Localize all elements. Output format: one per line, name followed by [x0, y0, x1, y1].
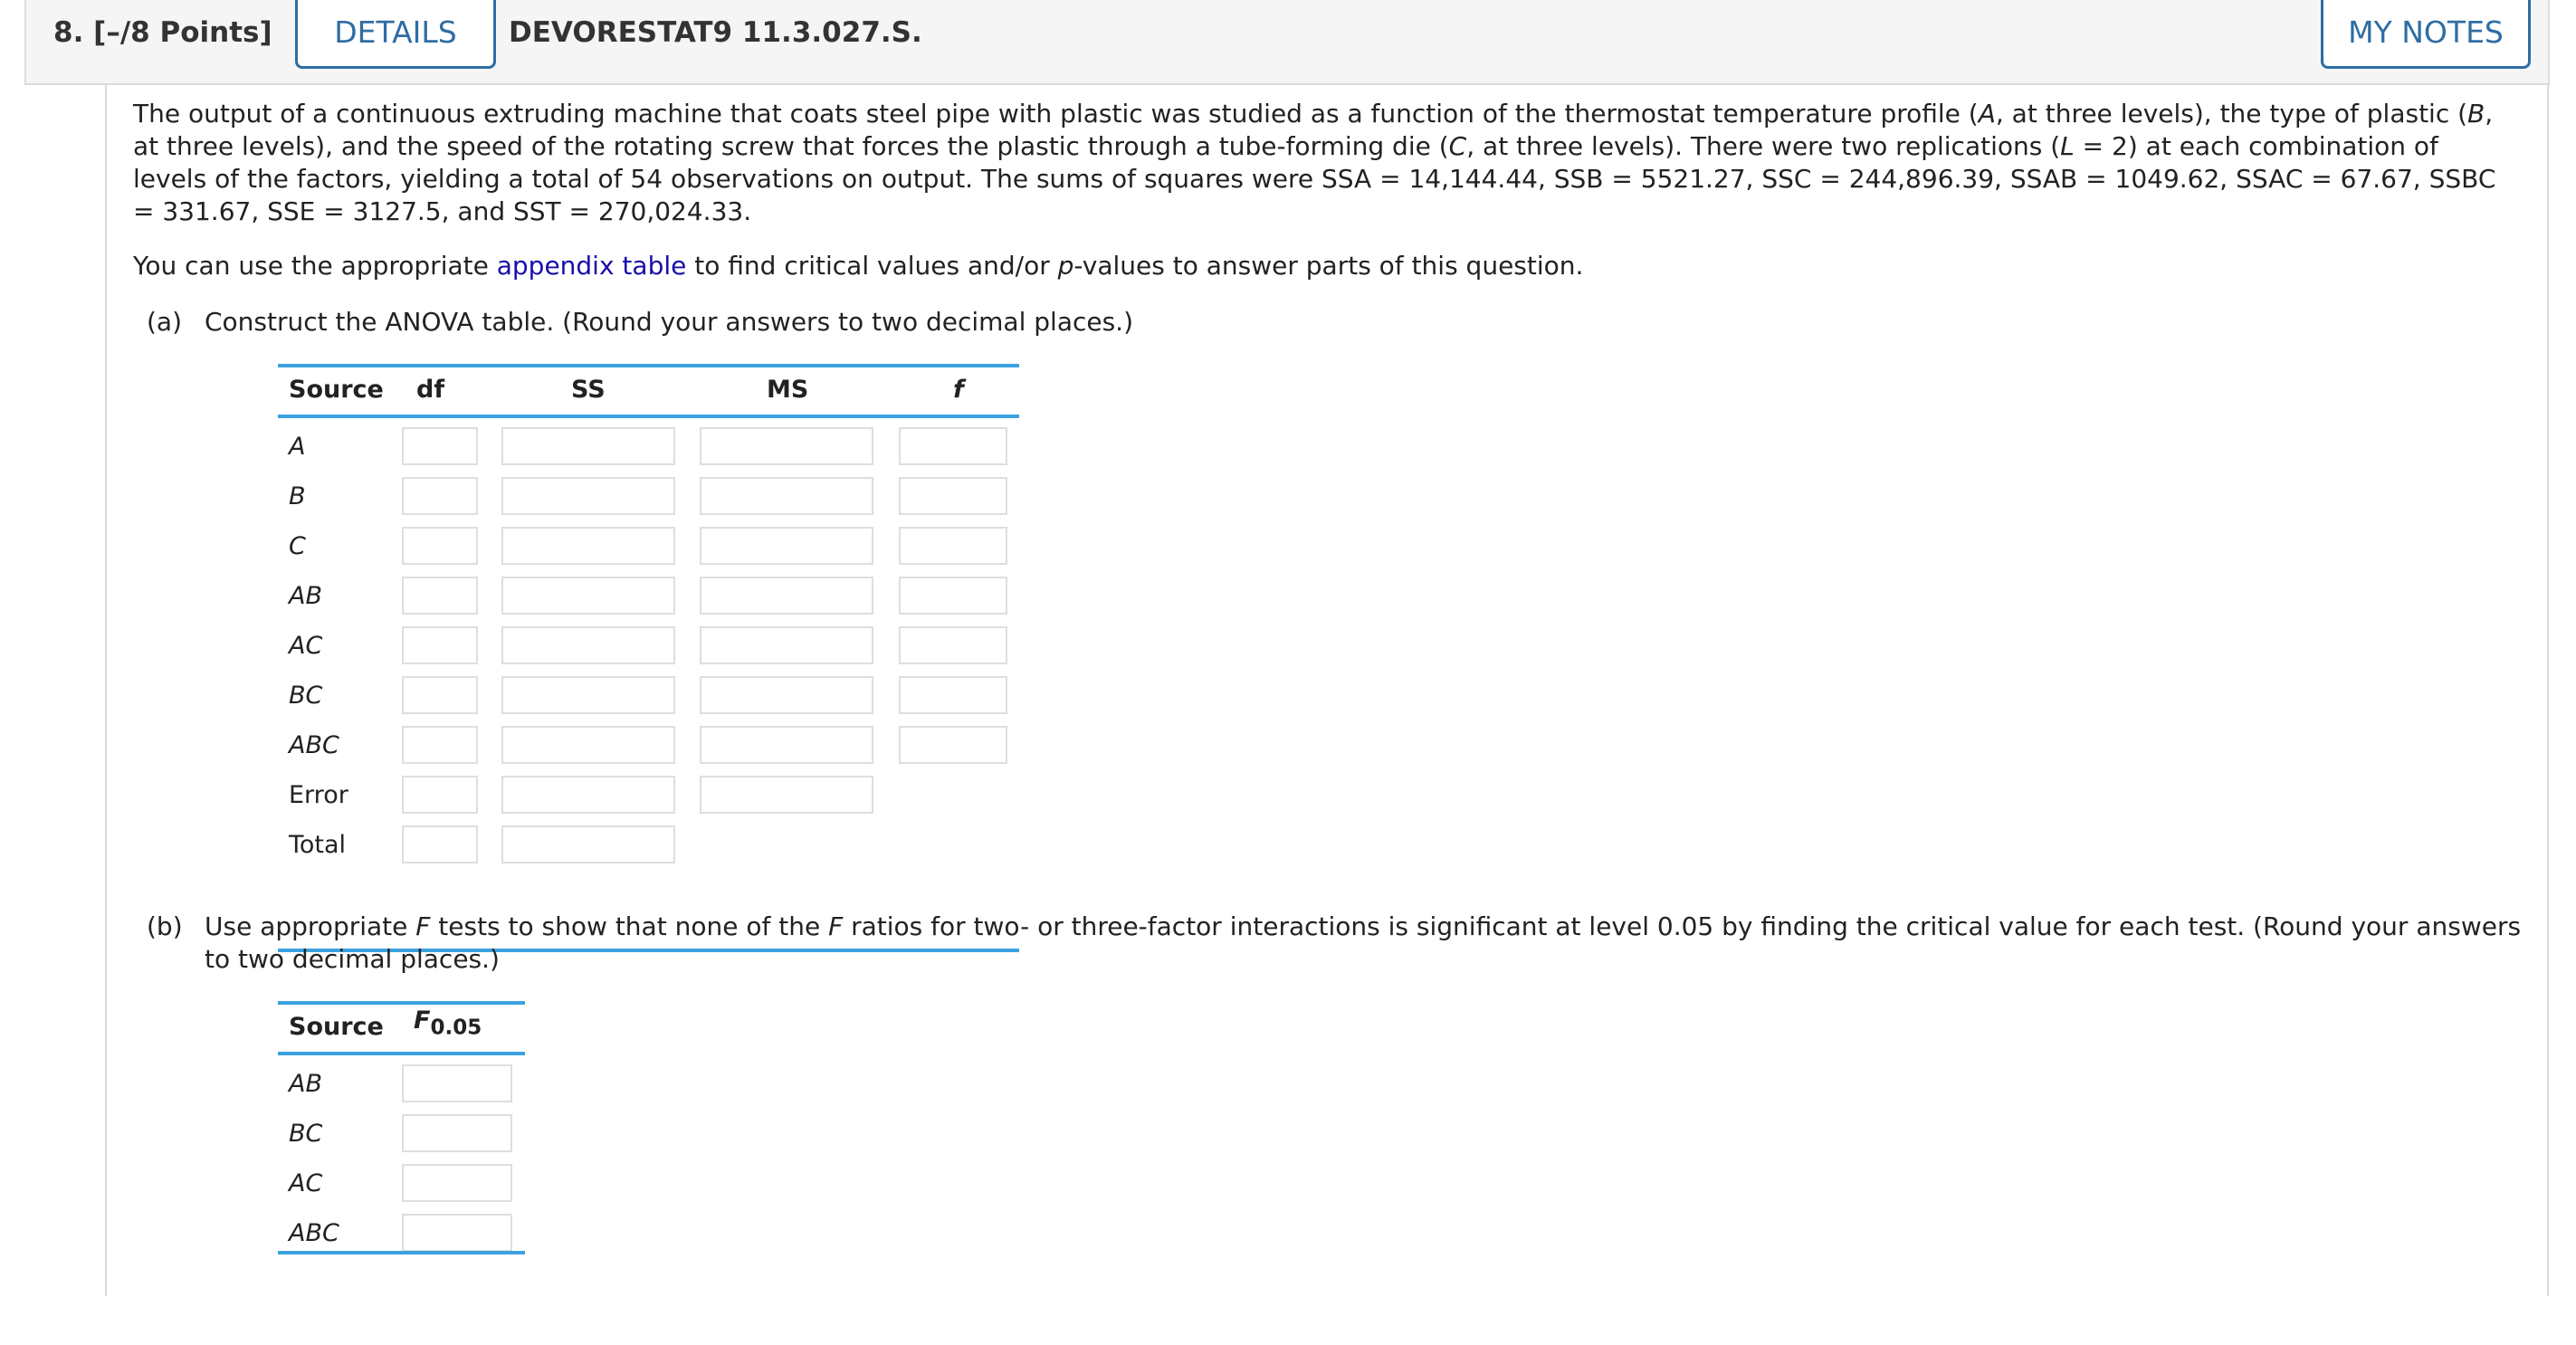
- ac-f-critical-input[interactable]: [402, 1164, 512, 1202]
- appendix-note: You can use the appropriate appendix table to find critical values and/or p-values to answer parts of this question.: [133, 251, 1584, 281]
- ab-df-input[interactable]: [402, 577, 478, 615]
- header-ss: SS: [571, 376, 606, 404]
- part-b-prompt: [147, 911, 2536, 983]
- row-label-error: Error: [289, 781, 348, 809]
- header-source: Source: [289, 1013, 384, 1041]
- appendix-table-link[interactable]: appendix table: [496, 251, 687, 281]
- details-button[interactable]: DETAILS: [295, 0, 496, 69]
- a-ss-input[interactable]: [501, 427, 675, 465]
- problem-statement: The output of a continuous extruding machine that coats steel pipe with plastic was studied as a function of the thermostat temperature profile (A, at three levels), the type of plastic (B, at three levels), and the speed of the rotating screw that forces the plastic through a tube-forming die (C, at three levels). There were two replications (L = 2) at each combination of levels of the factors, yielding a total of 54 observations on output. The sums of squares were SSA = 14,144.44, SSB = 5521.27, SSC = 244,896.39, SSAB = 1049.62, SSAC = 67.67, SSBC = 331.67, SSE = 3127.5, and SST = 270,024.33.: [133, 99, 2496, 226]
- row-label-a: A: [289, 433, 306, 461]
- row-label-abc: ABC: [289, 1219, 339, 1247]
- row-label-ab: AB: [289, 1070, 322, 1098]
- question-header: [24, 0, 2550, 85]
- my-notes-button[interactable]: MY NOTES: [2321, 0, 2531, 69]
- a-ms-input[interactable]: [700, 427, 873, 465]
- part-b-text: Use appropriate F tests to show that none of the F ratios for two- or three-factor interactions is significant at level 0.05 by finding the critical value for each test. (Round your answers to two decimal places.): [205, 911, 2522, 974]
- bc-ss-input[interactable]: [501, 676, 675, 714]
- error-ms-input[interactable]: [700, 776, 873, 814]
- a-df-input[interactable]: [402, 427, 478, 465]
- header-source: Source: [289, 376, 384, 404]
- row-label-b: B: [289, 482, 306, 510]
- ab-f-critical-input[interactable]: [402, 1064, 512, 1102]
- bc-f-critical-input[interactable]: [402, 1114, 512, 1152]
- header-f: f: [953, 376, 964, 404]
- part-a-label: (a): [147, 307, 183, 337]
- row-label-ac: AC: [289, 632, 323, 660]
- abc-ms-input[interactable]: [700, 726, 873, 764]
- question-id: DEVORESTAT9 11.3.027.S.: [509, 16, 922, 49]
- a-f-input[interactable]: [899, 427, 1007, 465]
- header-df: df: [416, 376, 445, 404]
- ac-ms-input[interactable]: [700, 626, 873, 664]
- total-df-input[interactable]: [402, 825, 478, 863]
- row-label-total: Total: [289, 831, 347, 859]
- bc-df-input[interactable]: [402, 676, 478, 714]
- part-a-text: Construct the ANOVA table. (Round your answers to two decimal places.): [205, 307, 1134, 337]
- row-label-ac: AC: [289, 1169, 323, 1197]
- row-label-bc: BC: [289, 1120, 323, 1148]
- c-ms-input[interactable]: [700, 527, 873, 565]
- abc-f-input[interactable]: [899, 726, 1007, 764]
- part-b-label: (b): [147, 911, 183, 941]
- ac-f-input[interactable]: [899, 626, 1007, 664]
- total-ss-input[interactable]: [501, 825, 675, 863]
- part-a-prompt: [147, 306, 2536, 342]
- error-ss-input[interactable]: [501, 776, 675, 814]
- anova-table: [278, 364, 1019, 952]
- row-label-ab: AB: [289, 582, 322, 610]
- row-label-abc: ABC: [289, 731, 339, 759]
- bc-f-input[interactable]: [899, 676, 1007, 714]
- question-body: [105, 85, 2549, 1296]
- c-df-input[interactable]: [402, 527, 478, 565]
- header-ms: MS: [767, 376, 809, 404]
- ab-ss-input[interactable]: [501, 577, 675, 615]
- points-badge: [–/8 Points]: [93, 16, 272, 49]
- row-label-c: C: [289, 532, 306, 560]
- question-number: 8. [–/8 Points]: [53, 16, 272, 49]
- b-f-input[interactable]: [899, 477, 1007, 515]
- b-df-input[interactable]: [402, 477, 478, 515]
- b-ms-input[interactable]: [700, 477, 873, 515]
- error-df-input[interactable]: [402, 776, 478, 814]
- abc-f-critical-input[interactable]: [402, 1214, 512, 1252]
- bc-ms-input[interactable]: [700, 676, 873, 714]
- abc-ss-input[interactable]: [501, 726, 675, 764]
- critical-value-table: [278, 1001, 525, 1345]
- ac-df-input[interactable]: [402, 626, 478, 664]
- c-ss-input[interactable]: [501, 527, 675, 565]
- row-label-bc: BC: [289, 682, 323, 710]
- abc-df-input[interactable]: [402, 726, 478, 764]
- header-f-critical: $F_{0.05}$: [414, 1006, 482, 1040]
- b-ss-input[interactable]: [501, 477, 675, 515]
- ab-ms-input[interactable]: [700, 577, 873, 615]
- ab-f-input[interactable]: [899, 577, 1007, 615]
- ac-ss-input[interactable]: [501, 626, 675, 664]
- c-f-input[interactable]: [899, 527, 1007, 565]
